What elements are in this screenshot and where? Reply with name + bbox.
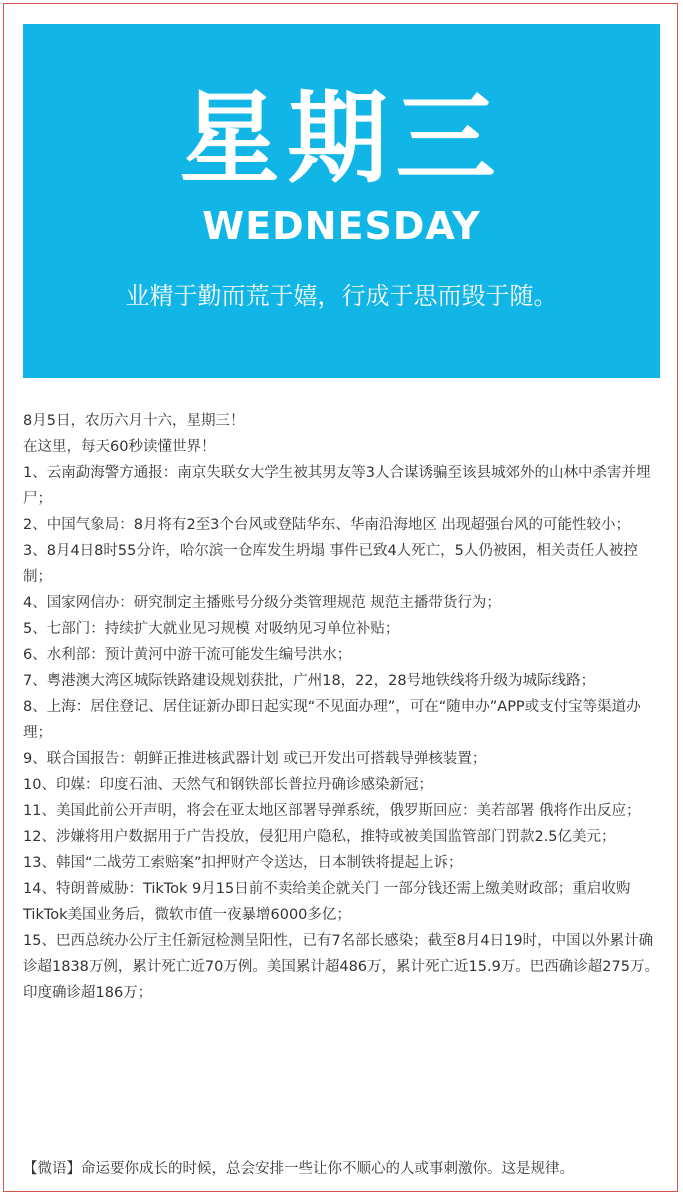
news-item-3: 3、8月4日8时55分许，哈尔滨一仓库发生坍塌 事件已致4人死亡，5人仍被困，相关责任人被控制； [23,543,638,585]
news-item-10: 10、印媒：印度石油、天然气和钢铁部长普拉丹确诊感染新冠； [23,777,433,793]
header-banner [23,24,660,378]
news-item-7: 7、粤港澳大湾区城际铁路建设规划获批，广州18，22，28号地铁线将升级为城际线路； [23,673,596,689]
news-item-11: 11、美国此前公开声明，将会在亚太地区部署导弹系统，俄罗斯回应：美若部署 俄将作出反应； [23,803,641,819]
daily-quote: 【微语】命运要你成长的时候，总会安排一些让你不顺心的人或事刺激你。这是规律。 [23,1161,574,1177]
news-item-4: 4、国家网信办：研究制定主播账号分级分类管理规范 规范主播带货行为； [23,595,501,611]
tagline: 在这里，每天60秒读懂世界！ [23,439,216,455]
news-item-6: 6、水利部：预计黄河中游干流可能发生编号洪水； [23,647,352,663]
news-item-9: 9、联合国报告：朝鲜正推进核武器计划 或已开发出可搭载导弹核装置； [23,751,487,767]
banner-motto: 业精于勤而荒于嬉，行成于思而毁于随。 [125,282,558,310]
news-item-5: 5、七部门：持续扩大就业见习规模 对吸纳见习单位补贴； [23,621,400,637]
news-item-15: 15、巴西总统办公厅主任新冠检测呈阳性，已有7名部长感染；截至8月4日19时，中国以外累计确诊超1838万例，累计死亡近70万例。美国累计超486万，累计死亡近15.9万。巴西确诊超275万。印度确诊超186万； [23,933,659,1001]
banner-title: 星期三 [179,80,504,197]
news-item-13: 13、韩国“二战劳工索赔案”扣押财产令送达，日本制铁将提起上诉； [23,855,463,871]
news-item-2: 2、中国气象局：8月将有2至3个台风或登陆华东、华南沿海地区 出现超强台风的可能性较小； [23,517,631,533]
news-item-8: 8、上海：居住登记、居住证新办即日起实现“不见面办理”，可在“随申办”APP或支付宝等渠道办理； [23,699,641,741]
news-item-1: 1、云南勐海警方通报：南京失联女大学生被其男友等3人合谋诱骗至该县城郊外的山林中杀害并埋尸； [23,465,651,507]
news-content [23,408,659,1006]
date-line: 8月5日，农历六月十六，星期三！ [23,413,245,429]
news-list [23,460,659,1006]
news-item-12: 12、涉嫌将用户数据用于广告投放，侵犯用户隐私，推特或被美国监管部门罚款2.5亿美元； [23,829,616,845]
news-item-14: 14、特朗普威胁：TikTok 9月15日前不卖给美企就关门 一部分钱还需上缴美财政部；重启收购TikTok美国业务后，微软市值一夜暴增6000多亿； [23,881,631,923]
banner-subtitle: WEDNESDAY [202,204,481,248]
